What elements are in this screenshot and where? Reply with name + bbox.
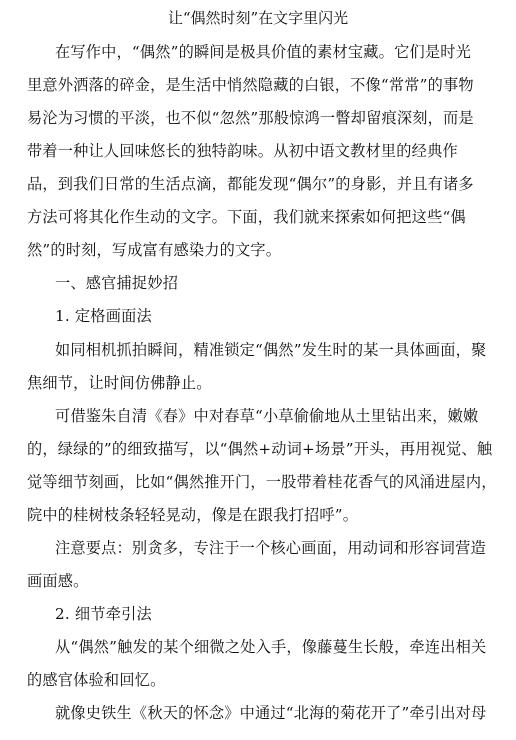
paragraph-line: 可借鉴朱自清《春》中对春草“小草偷偷地从土里钻出来，嫩嫩 [55, 407, 479, 425]
paragraph-line: 觉等细节刻画，比如“偶然推开门，一股带着桂花香气的风涌进屋内， [27, 473, 497, 491]
paragraph-line: 注意要点：别贪多，专注于一个核心画面，用动词和形容词营造 [55, 539, 486, 557]
paragraph-line: 易沦为习惯的平淡，也不似“忽然”那般惊鸿一瞥却留痕深刻，而是 [27, 109, 474, 127]
paragraph-line: 画面感。 [27, 572, 89, 590]
paragraph-line: 的，绿绿的”的细致描写，以“偶然+动词+场景”开头，再用视觉、触 [27, 440, 493, 458]
paragraph-line: 然”的时刻，写成富有感染力的文字。 [27, 241, 282, 259]
paragraph-line: 品，到我们日常的生活点滴，都能发现“偶尔”的身影，并且有诸多 [27, 175, 474, 193]
paragraph-line: 焦细节，让时间仿佛静止。 [27, 374, 212, 392]
subsection-heading: 1. 定格画面法 [55, 307, 152, 325]
paragraph-line: 院中的桂树枝条轻轻晃动，像是在跟我打招呼”。 [27, 506, 359, 524]
paragraph-line: 从“偶然”触发的某个细微之处入手，像藤蔓生长般，牵连出相关 [55, 638, 487, 656]
subsection-heading: 2. 细节牵引法 [55, 605, 152, 623]
paragraph-line: 里意外洒落的碎金，是生活中悄然隐藏的白银，不像“常常”的事物 [27, 76, 474, 94]
paragraph-line: 就像史铁生《秋天的怀念》中通过“北海的菊花开了”牵引出对母 [55, 704, 487, 722]
paragraph-line: 的感官体验和回忆。 [27, 671, 166, 689]
document-title: 让“偶然时刻”在文字里闪光 [167, 9, 349, 27]
paragraph-line: 如同相机抓拍瞬间，精准锁定“偶然”发生时的某一具体画面，聚 [55, 341, 487, 359]
paragraph-line: 带着一种让人回味悠长的独特韵味。从初中语文教材里的经典作 [27, 142, 458, 160]
paragraph-line: 方法可将其化作生动的文字。下面，我们就来探索如何把这些“偶 [27, 208, 466, 226]
section-heading: 一、感官捕捉妙招 [55, 274, 179, 292]
paragraph-line: 在写作中，“偶然”的瞬间是极具价值的素材宝藏。它们是时光 [55, 43, 472, 61]
